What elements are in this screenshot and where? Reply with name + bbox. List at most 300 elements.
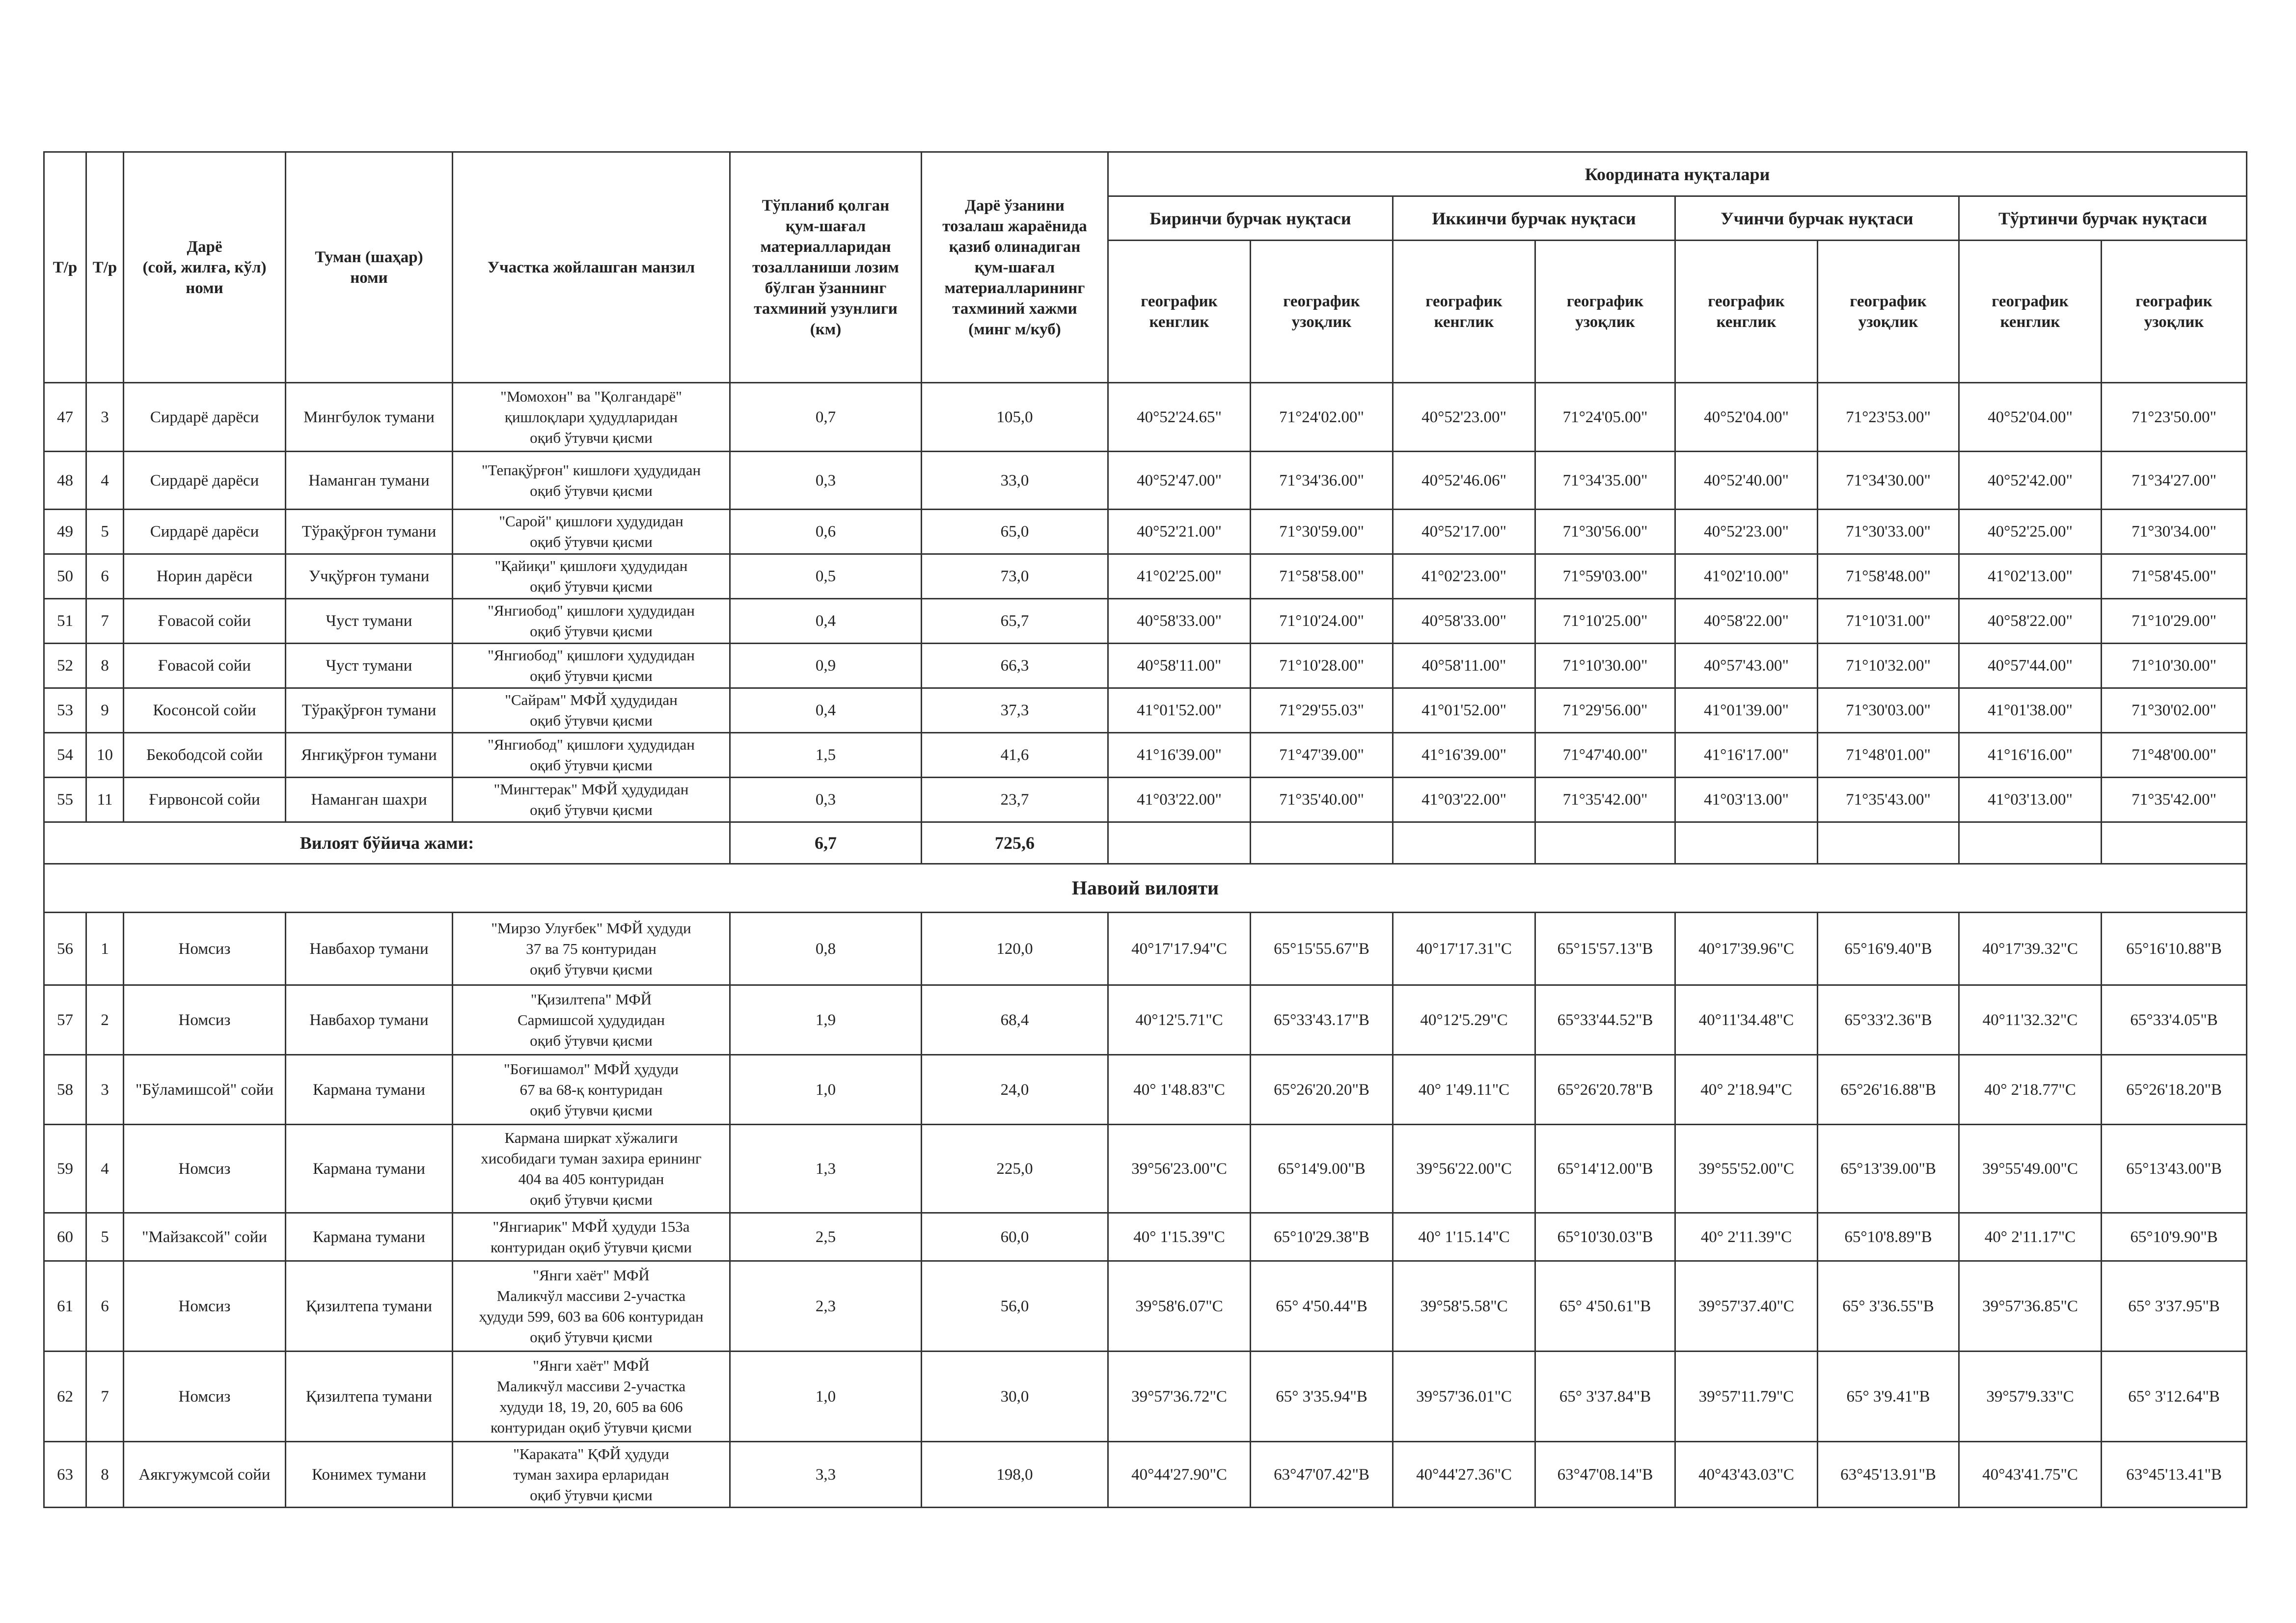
river-name: Косонсой сойи — [124, 688, 286, 733]
latitude-cell: 39°56'22.00"С — [1393, 1125, 1535, 1213]
total-label: Вилоят бўйича жами: — [44, 822, 730, 864]
longitude-cell: 65°10'29.38"В — [1251, 1213, 1393, 1261]
length-km: 1,0 — [730, 1352, 922, 1442]
volume: 56,0 — [922, 1261, 1108, 1352]
table-row — [44, 733, 2247, 778]
longitude-cell: 71°23'53.00" — [1818, 383, 1959, 452]
longitude-cell: 71°48'00.00" — [2102, 733, 2247, 778]
district-name: Кармана тумани — [286, 1055, 453, 1125]
district-name: Қизилтепа тумани — [286, 1352, 453, 1442]
latitude-cell: 40°58'11.00" — [1108, 644, 1251, 688]
longitude-cell: 71°34'36.00" — [1251, 452, 1393, 510]
row-number: 48 — [44, 452, 86, 510]
longitude-cell: 71°35'43.00" — [1818, 778, 1959, 822]
row-subnumber: 7 — [86, 1352, 124, 1442]
longitude-cell: 65° 3'37.95"В — [2102, 1261, 2247, 1352]
latitude-cell: 41°02'23.00" — [1393, 554, 1535, 599]
col-header-lat: географик кенглик — [1393, 241, 1535, 383]
site-address: "Сарой" қишлоғи ҳудудидан оқиб ўтувчи қисми — [453, 510, 730, 554]
district-name: Навбахор тумани — [286, 985, 453, 1055]
district-name: Навбахор тумани — [286, 913, 453, 985]
latitude-cell: 41°03'13.00" — [1675, 778, 1818, 822]
latitude-cell: 40°44'27.36"С — [1393, 1442, 1535, 1508]
longitude-cell: 65°13'39.00"В — [1818, 1125, 1959, 1213]
district-name: Учқўрғон тумани — [286, 554, 453, 599]
site-address: "Янги хаёт" МФЙ Маликчўл массиви 2-участка худуди 18, 19, 20, 605 ва 606 контуридан оқиб ўтувчи қисми — [453, 1352, 730, 1442]
longitude-cell: 65°16'9.40"В — [1818, 913, 1959, 985]
volume: 120,0 — [922, 913, 1108, 985]
longitude-cell: 63°45'13.41"В — [2102, 1442, 2247, 1508]
length-km: 2,5 — [730, 1213, 922, 1261]
length-km: 3,3 — [730, 1442, 922, 1508]
district-name: Чуст тумани — [286, 599, 453, 644]
longitude-cell: 71°29'56.00" — [1535, 688, 1675, 733]
site-address: "Янгиобод" қишлоғи ҳудудидан оқиб ўтувчи қисми — [453, 599, 730, 644]
total-length: 6,7 — [730, 822, 922, 864]
district-name: Тўрақўрғон тумани — [286, 510, 453, 554]
longitude-cell: 65° 3'9.41"В — [1818, 1352, 1959, 1442]
latitude-cell: 40°52'25.00" — [1959, 510, 2102, 554]
table-row — [44, 383, 2247, 452]
river-name: "Майзаксой" сойи — [124, 1213, 286, 1261]
region-total-row — [44, 822, 2247, 864]
latitude-cell: 39°57'36.72"С — [1108, 1352, 1251, 1442]
longitude-cell: 71°10'24.00" — [1251, 599, 1393, 644]
row-number: 49 — [44, 510, 86, 554]
latitude-cell: 40°44'27.90"С — [1108, 1442, 1251, 1508]
longitude-cell: 65° 4'50.44"В — [1251, 1261, 1393, 1352]
longitude-cell: 71°34'30.00" — [1818, 452, 1959, 510]
col-header-lon: географик узоқлик — [1818, 241, 1959, 383]
site-address: "Мингтерак" МФЙ ҳудудидан оқиб ўтувчи қисми — [453, 778, 730, 822]
longitude-cell: 65°13'43.00"В — [2102, 1125, 2247, 1213]
row-number: 58 — [44, 1055, 86, 1125]
longitude-cell: 71°30'33.00" — [1818, 510, 1959, 554]
latitude-cell: 39°57'37.40"С — [1675, 1261, 1818, 1352]
row-number: 56 — [44, 913, 86, 985]
latitude-cell: 40°17'39.96"С — [1675, 913, 1818, 985]
longitude-cell: 65°10'8.89"В — [1818, 1213, 1959, 1261]
longitude-cell: 65°33'44.52"В — [1535, 985, 1675, 1055]
table-row — [44, 599, 2247, 644]
volume: 33,0 — [922, 452, 1108, 510]
sites-table — [43, 151, 2247, 1508]
district-name: Кармана тумани — [286, 1125, 453, 1213]
river-name: Сирдарё дарёси — [124, 383, 286, 452]
longitude-cell: 71°47'40.00" — [1535, 733, 1675, 778]
latitude-cell: 40°17'17.94"С — [1108, 913, 1251, 985]
river-name: "Бўламишсой" сойи — [124, 1055, 286, 1125]
col-header-length — [730, 152, 922, 383]
latitude-cell: 39°57'9.33"С — [1959, 1352, 2102, 1442]
longitude-cell: 65°10'30.03"В — [1535, 1213, 1675, 1261]
latitude-cell: 39°57'11.79"С — [1675, 1352, 1818, 1442]
latitude-cell: 40°52'04.00" — [1959, 383, 2102, 452]
longitude-cell: 71°34'35.00" — [1535, 452, 1675, 510]
latitude-cell: 40°52'42.00" — [1959, 452, 2102, 510]
district-name: Чуст тумани — [286, 644, 453, 688]
river-name: Номсиз — [124, 985, 286, 1055]
volume: 60,0 — [922, 1213, 1108, 1261]
length-km: 1,9 — [730, 985, 922, 1055]
latitude-cell: 39°58'5.58"С — [1393, 1261, 1535, 1352]
row-number: 54 — [44, 733, 86, 778]
site-address: "Сайрам" МФЙ ҳудудидан оқиб ўтувчи қисми — [453, 688, 730, 733]
district-name: Наманган тумани — [286, 452, 453, 510]
longitude-cell: 65° 3'35.94"В — [1251, 1352, 1393, 1442]
table-row — [44, 985, 2247, 1055]
longitude-cell: 65° 3'37.84"В — [1535, 1352, 1675, 1442]
longitude-cell: 65°15'55.67"В — [1251, 913, 1393, 985]
col-header-corner1: Биринчи бурчак нуқтаси — [1108, 196, 1393, 241]
latitude-cell: 40°58'33.00" — [1108, 599, 1251, 644]
district-name: Янгиқўрғон тумани — [286, 733, 453, 778]
longitude-cell: 65°16'10.88"В — [2102, 913, 2247, 985]
length-km: 0,9 — [730, 644, 922, 688]
row-subnumber: 3 — [86, 1055, 124, 1125]
longitude-cell: 71°30'02.00" — [2102, 688, 2247, 733]
latitude-cell: 41°03'22.00" — [1108, 778, 1251, 822]
latitude-cell: 41°02'13.00" — [1959, 554, 2102, 599]
col-header-lon: географик узоқлик — [1251, 241, 1393, 383]
row-subnumber: 8 — [86, 1442, 124, 1508]
table-row — [44, 688, 2247, 733]
total-empty — [2102, 822, 2247, 864]
volume-header-text: Дарё ўзанини тозалаш жараёнида қазиб олинадиган қум-шағал материалларининг тахминий хажми (минг м/куб) — [942, 196, 1087, 338]
longitude-cell: 71°30'56.00" — [1535, 510, 1675, 554]
latitude-cell: 41°01'39.00" — [1675, 688, 1818, 733]
longitude-cell: 71°48'01.00" — [1818, 733, 1959, 778]
length-header-text: Тўпланиб қолган қум-шағал материалларидан тозалланиши лозим бўлган ўзаннинг тахминий узунлиги (км) — [752, 196, 899, 338]
latitude-cell: 40° 2'18.77"С — [1959, 1055, 2102, 1125]
latitude-cell: 40°12'5.29"С — [1393, 985, 1535, 1055]
volume: 65,0 — [922, 510, 1108, 554]
table-row — [44, 1055, 2247, 1125]
river-name: Номсиз — [124, 1125, 286, 1213]
river-header-text: Дарё (сой, жилға, кўл) номи — [142, 238, 267, 297]
latitude-cell: 41°03'13.00" — [1959, 778, 2102, 822]
col-header-site: Участка жойлашган манзил — [453, 152, 730, 383]
longitude-cell: 71°35'42.00" — [2102, 778, 2247, 822]
row-number: 50 — [44, 554, 86, 599]
col-header-district — [286, 152, 453, 383]
district-name: Қизилтепа тумани — [286, 1261, 453, 1352]
volume: 41,6 — [922, 733, 1108, 778]
latitude-cell: 40°17'17.31"С — [1393, 913, 1535, 985]
site-address: "Янгиобод" қишлоғи ҳудудидан оқиб ўтувчи қисми — [453, 733, 730, 778]
latitude-cell: 40°11'34.48"С — [1675, 985, 1818, 1055]
col-header-river — [124, 152, 286, 383]
latitude-cell: 40° 1'15.14"С — [1393, 1213, 1535, 1261]
total-empty — [1818, 822, 1959, 864]
row-number: 47 — [44, 383, 86, 452]
row-number: 59 — [44, 1125, 86, 1213]
site-address: "Янги хаёт" МФЙ Маликчўл массиви 2-участка ҳудуди 599, 603 ва 606 контуридан оқиб ўтувчи қисми — [453, 1261, 730, 1352]
latitude-cell: 40° 1'48.83"С — [1108, 1055, 1251, 1125]
latitude-cell: 41°16'39.00" — [1393, 733, 1535, 778]
length-km: 1,5 — [730, 733, 922, 778]
row-subnumber: 10 — [86, 733, 124, 778]
table-row — [44, 1261, 2247, 1352]
total-empty — [1675, 822, 1818, 864]
longitude-cell: 71°23'50.00" — [2102, 383, 2247, 452]
row-subnumber: 7 — [86, 599, 124, 644]
length-km: 1,0 — [730, 1055, 922, 1125]
length-km: 0,7 — [730, 383, 922, 452]
longitude-cell: 71°30'03.00" — [1818, 688, 1959, 733]
table-row — [44, 510, 2247, 554]
longitude-cell: 63°47'08.14"В — [1535, 1442, 1675, 1508]
row-number: 51 — [44, 599, 86, 644]
site-address: "Тепақўрғон" кишлоғи ҳудудидан оқиб ўтувчи қисми — [453, 452, 730, 510]
longitude-cell: 71°35'40.00" — [1251, 778, 1393, 822]
longitude-cell: 71°24'02.00" — [1251, 383, 1393, 452]
total-empty — [1959, 822, 2102, 864]
latitude-cell: 40°58'11.00" — [1393, 644, 1535, 688]
river-name: Сирдарё дарёси — [124, 452, 286, 510]
longitude-cell: 63°47'07.42"В — [1251, 1442, 1393, 1508]
longitude-cell: 71°10'31.00" — [1818, 599, 1959, 644]
district-name: Кармана тумани — [286, 1213, 453, 1261]
col-header-lon: географик узоқлик — [1535, 241, 1675, 383]
latitude-cell: 41°01'38.00" — [1959, 688, 2102, 733]
longitude-cell: 71°10'30.00" — [1535, 644, 1675, 688]
latitude-cell: 40°12'5.71"С — [1108, 985, 1251, 1055]
latitude-cell: 40° 1'15.39"С — [1108, 1213, 1251, 1261]
district-header-text: Туман (шаҳар) номи — [315, 248, 423, 287]
length-km: 0,3 — [730, 778, 922, 822]
latitude-cell: 40°57'44.00" — [1959, 644, 2102, 688]
row-number: 55 — [44, 778, 86, 822]
district-name: Мингбулок тумани — [286, 383, 453, 452]
volume: 30,0 — [922, 1352, 1108, 1442]
river-name: Ғирвонсой сойи — [124, 778, 286, 822]
river-name: Аякгужумсой сойи — [124, 1442, 286, 1508]
row-subnumber: 4 — [86, 452, 124, 510]
longitude-cell: 65°33'43.17"В — [1251, 985, 1393, 1055]
site-address: "Боғишамол" МФЙ ҳудуди 67 ва 68-қ контуридан оқиб ўтувчи қисми — [453, 1055, 730, 1125]
longitude-cell: 65°33'2.36"В — [1818, 985, 1959, 1055]
total-empty — [1108, 822, 1251, 864]
latitude-cell: 41°01'52.00" — [1393, 688, 1535, 733]
latitude-cell: 40°52'04.00" — [1675, 383, 1818, 452]
site-address: "Янгиобод" қишлоғи ҳудудидан оқиб ўтувчи қисми — [453, 644, 730, 688]
volume: 66,3 — [922, 644, 1108, 688]
total-volume: 725,6 — [922, 822, 1108, 864]
row-subnumber: 1 — [86, 913, 124, 985]
volume: 105,0 — [922, 383, 1108, 452]
latitude-cell: 39°55'52.00"С — [1675, 1125, 1818, 1213]
latitude-cell: 40°52'40.00" — [1675, 452, 1818, 510]
row-number: 60 — [44, 1213, 86, 1261]
longitude-cell: 71°35'42.00" — [1535, 778, 1675, 822]
site-address: "Янгиарик" МФЙ ҳудуди 153а контуридан оқиб ўтувчи қисми — [453, 1213, 730, 1261]
latitude-cell: 41°01'52.00" — [1108, 688, 1251, 733]
volume: 198,0 — [922, 1442, 1108, 1508]
row-subnumber: 9 — [86, 688, 124, 733]
latitude-cell: 40°52'17.00" — [1393, 510, 1535, 554]
latitude-cell: 41°03'22.00" — [1393, 778, 1535, 822]
longitude-cell: 71°58'45.00" — [2102, 554, 2247, 599]
length-km: 2,3 — [730, 1261, 922, 1352]
site-address: "Караката" ҚФЙ ҳудуди туман захира ерларидан оқиб ўтувчи қисми — [453, 1442, 730, 1508]
longitude-cell: 65°26'20.20"В — [1251, 1055, 1393, 1125]
volume: 24,0 — [922, 1055, 1108, 1125]
latitude-cell: 41°16'39.00" — [1108, 733, 1251, 778]
row-subnumber: 5 — [86, 510, 124, 554]
longitude-cell: 71°10'25.00" — [1535, 599, 1675, 644]
latitude-cell: 39°55'49.00"С — [1959, 1125, 2102, 1213]
latitude-cell: 40°58'33.00" — [1393, 599, 1535, 644]
col-header-lat: географик кенглик — [1959, 241, 2102, 383]
latitude-cell: 41°02'25.00" — [1108, 554, 1251, 599]
row-subnumber: 2 — [86, 985, 124, 1055]
longitude-cell: 65° 4'50.61"В — [1535, 1261, 1675, 1352]
longitude-cell: 65° 3'12.64"В — [2102, 1352, 2247, 1442]
latitude-cell: 40°52'21.00" — [1108, 510, 1251, 554]
district-name: Тўрақўрғон тумани — [286, 688, 453, 733]
latitude-cell: 40° 1'49.11"С — [1393, 1055, 1535, 1125]
river-name: Номсиз — [124, 913, 286, 985]
row-number: 62 — [44, 1352, 86, 1442]
longitude-cell: 71°10'29.00" — [2102, 599, 2247, 644]
site-address: "Қайиқи" қишлоғи ҳудудидан оқиб ўтувчи қисми — [453, 554, 730, 599]
col-header-lat: географик кенглик — [1108, 241, 1251, 383]
latitude-cell: 39°57'36.85"С — [1959, 1261, 2102, 1352]
row-subnumber: 6 — [86, 1261, 124, 1352]
longitude-cell: 71°10'28.00" — [1251, 644, 1393, 688]
latitude-cell: 40°11'32.32"С — [1959, 985, 2102, 1055]
col-header-corner2: Иккинчи бурчак нуқтаси — [1393, 196, 1675, 241]
document-page — [43, 151, 2246, 1508]
volume: 65,7 — [922, 599, 1108, 644]
latitude-cell: 41°16'17.00" — [1675, 733, 1818, 778]
table-row — [44, 554, 2247, 599]
total-empty — [1251, 822, 1393, 864]
length-km: 0,3 — [730, 452, 922, 510]
longitude-cell: 71°58'58.00" — [1251, 554, 1393, 599]
col-header-lat: географик кенглик — [1675, 241, 1818, 383]
longitude-cell: 65°10'9.90"В — [2102, 1213, 2247, 1261]
row-subnumber: 6 — [86, 554, 124, 599]
region-title: Навоий вилояти — [44, 864, 2247, 913]
row-subnumber: 3 — [86, 383, 124, 452]
latitude-cell: 40°52'46.06" — [1393, 452, 1535, 510]
longitude-cell: 71°24'05.00" — [1535, 383, 1675, 452]
latitude-cell: 40°52'23.00" — [1675, 510, 1818, 554]
river-name: Бекободсой сойи — [124, 733, 286, 778]
row-number: 57 — [44, 985, 86, 1055]
col-header-lon: географик узоқлик — [2102, 241, 2247, 383]
longitude-cell: 71°10'30.00" — [2102, 644, 2247, 688]
region-header-row — [44, 864, 2247, 913]
latitude-cell: 40°52'24.65" — [1108, 383, 1251, 452]
latitude-cell: 40°58'22.00" — [1675, 599, 1818, 644]
col-header-corner3: Учинчи бурчак нуқтаси — [1675, 196, 1959, 241]
site-address: "Мирзо Улуғбек" МФЙ ҳудуди 37 ва 75 контуридан оқиб ўтувчи қисми — [453, 913, 730, 985]
river-name: Ғовасой сойи — [124, 644, 286, 688]
site-address: "Қизилтепа" МФЙ Сармишсой ҳудудидан оқиб ўтувчи қисми — [453, 985, 730, 1055]
latitude-cell: 40°52'23.00" — [1393, 383, 1535, 452]
table-row — [44, 778, 2247, 822]
length-km: 0,8 — [730, 913, 922, 985]
row-number: 61 — [44, 1261, 86, 1352]
longitude-cell: 65°14'12.00"В — [1535, 1125, 1675, 1213]
volume: 23,7 — [922, 778, 1108, 822]
row-subnumber: 4 — [86, 1125, 124, 1213]
longitude-cell: 71°47'39.00" — [1251, 733, 1393, 778]
total-empty — [1393, 822, 1535, 864]
longitude-cell: 71°34'27.00" — [2102, 452, 2247, 510]
latitude-cell: 40°43'43.03"С — [1675, 1442, 1818, 1508]
longitude-cell: 71°58'48.00" — [1818, 554, 1959, 599]
table-row — [44, 1213, 2247, 1261]
site-address: "Момохон" ва "Қолгандарё" қишлоқлари ҳудудларидан оқиб ўтувчи қисми — [453, 383, 730, 452]
length-km: 1,3 — [730, 1125, 922, 1213]
longitude-cell: 71°30'34.00" — [2102, 510, 2247, 554]
table-row — [44, 644, 2247, 688]
length-km: 0,5 — [730, 554, 922, 599]
longitude-cell: 65°15'57.13"В — [1535, 913, 1675, 985]
latitude-cell: 41°02'10.00" — [1675, 554, 1818, 599]
volume: 37,3 — [922, 688, 1108, 733]
longitude-cell: 65°14'9.00"В — [1251, 1125, 1393, 1213]
latitude-cell: 39°58'6.07"С — [1108, 1261, 1251, 1352]
total-empty — [1535, 822, 1675, 864]
row-subnumber: 8 — [86, 644, 124, 688]
longitude-cell: 65° 3'36.55"В — [1818, 1261, 1959, 1352]
col-header-coordinates: Координата нуқталари — [1108, 152, 2247, 196]
latitude-cell: 40° 2'11.39"С — [1675, 1213, 1818, 1261]
district-name: Конимех тумани — [286, 1442, 453, 1508]
latitude-cell: 40° 2'11.17"С — [1959, 1213, 2102, 1261]
river-name: Сирдарё дарёси — [124, 510, 286, 554]
volume: 73,0 — [922, 554, 1108, 599]
length-km: 0,6 — [730, 510, 922, 554]
row-number: 53 — [44, 688, 86, 733]
river-name: Номсиз — [124, 1352, 286, 1442]
latitude-cell: 40°52'47.00" — [1108, 452, 1251, 510]
longitude-cell: 71°10'32.00" — [1818, 644, 1959, 688]
row-number: 63 — [44, 1442, 86, 1508]
district-name: Наманган шахри — [286, 778, 453, 822]
table-row — [44, 913, 2247, 985]
longitude-cell: 65°26'20.78"В — [1535, 1055, 1675, 1125]
col-header-volume — [922, 152, 1108, 383]
latitude-cell: 39°56'23.00"С — [1108, 1125, 1251, 1213]
col-header-subnumber: Т/р — [86, 152, 124, 383]
volume: 225,0 — [922, 1125, 1108, 1213]
latitude-cell: 40°43'41.75"С — [1959, 1442, 2102, 1508]
table-row — [44, 1125, 2247, 1213]
latitude-cell: 41°16'16.00" — [1959, 733, 2102, 778]
longitude-cell: 65°33'4.05"В — [2102, 985, 2247, 1055]
longitude-cell: 71°30'59.00" — [1251, 510, 1393, 554]
river-name: Ғовасой сойи — [124, 599, 286, 644]
longitude-cell: 65°26'18.20"В — [2102, 1055, 2247, 1125]
latitude-cell: 40°17'39.32"С — [1959, 913, 2102, 985]
river-name: Норин дарёси — [124, 554, 286, 599]
latitude-cell: 40° 2'18.94"С — [1675, 1055, 1818, 1125]
length-km: 0,4 — [730, 688, 922, 733]
longitude-cell: 65°26'16.88"В — [1818, 1055, 1959, 1125]
longitude-cell: 63°45'13.91"В — [1818, 1442, 1959, 1508]
row-subnumber: 5 — [86, 1213, 124, 1261]
latitude-cell: 40°57'43.00" — [1675, 644, 1818, 688]
latitude-cell: 40°58'22.00" — [1959, 599, 2102, 644]
latitude-cell: 39°57'36.01"С — [1393, 1352, 1535, 1442]
col-header-number: Т/р — [44, 152, 86, 383]
